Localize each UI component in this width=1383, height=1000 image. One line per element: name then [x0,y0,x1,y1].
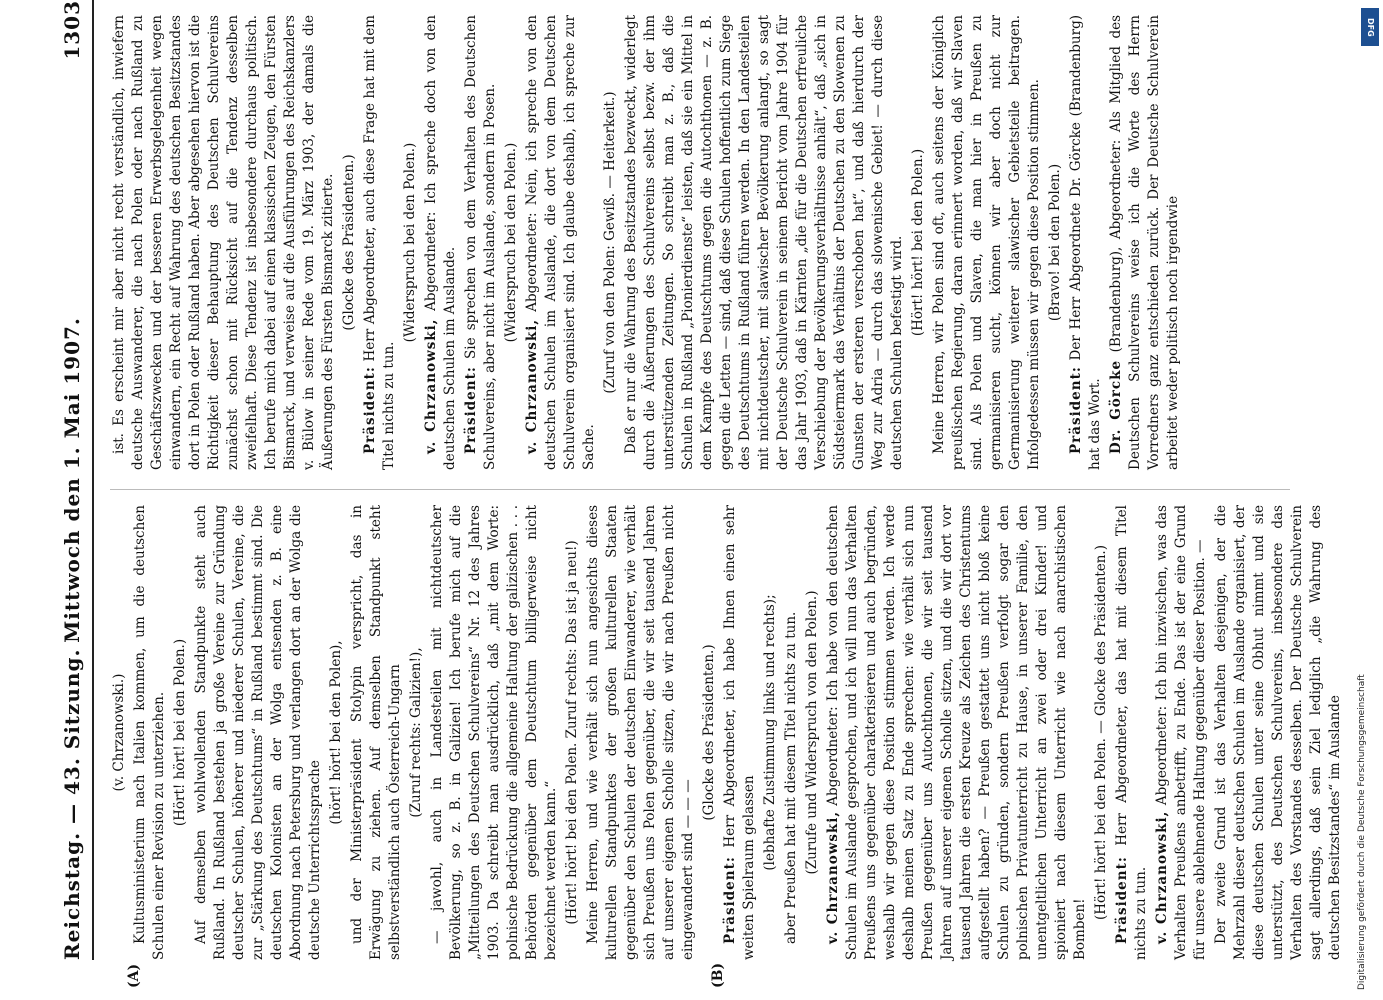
speaker-name: v. Chrzanowski, [1154,810,1170,944]
speaker-name: Präsident: [1114,856,1130,944]
paragraph: (Widerspruch bei den Polen.) [402,142,418,343]
margin-marker-b: (B) [710,962,726,988]
paragraph: Der zweite Grund ist das Verhalten desjenigen, der die Mehrzahl dieser deutschen Schulen im Auslande organisiert, der diese deutschen Schulen unter seine Obhut nimmt und sie unterstützt, des Deutschen Schulvereins, insbesondere das Verhalten des Vorstandes desselben. Der Deutsche Schulverein sagt allerdings, daß sein Ziel lediglich „die Wahrung des deutschen Besitzstandes“ im Auslande [1213,505,1343,960]
speaker-name: Präsident: [722,856,738,944]
header-left-title: Reichstag. — 43. Sitzung. [60,648,84,960]
speaker-name: v. Chrzanowski, [524,318,540,454]
paragraph: Präsident: Sie sprechen von dem Verhalten des Deutschen Schulvereins, aber nicht im Auslande, sondern in Posen. [463,15,498,470]
paragraph: (Hört! hört! bei den Polen.) [910,148,926,337]
paragraph: (Zuruf von den Polen: Gewiß. — Heiterkeit.) [602,91,618,394]
page-number: 1303 [60,0,84,60]
dfg-logo: DFG [1361,8,1379,46]
speaker-name: Dr. Görcke [1108,359,1124,454]
paragraph: v. Chrzanowski, Abgeordneter: Ich spreche doch von den deutschen Schulen im Auslande. [423,15,458,470]
speaker-name: Präsident: [463,366,479,454]
digitization-note [1357,10,1377,990]
left-text-column [110,505,1343,960]
paragraph: aber Preußen hat mit diesem Titel nichts zu tun. [783,611,799,944]
paragraph: (Hört! hört! bei den Polen. — Glocke des Präsidenten.) [1093,545,1109,921]
column-divider [110,489,1290,490]
speaker-name: Präsident: [1068,366,1084,454]
paragraph: Auf demselben wohlwollenden Standpunkte steht auch Rußland. In Rußland bestehen ja große Vereine zur Gründung deutscher Schulen, höherer und niederer Schulen, Vereine, die zur „Stärkung des Deutschtums“ in Rußland bestimmt sind. Die deutschen Kolonisten an der Wolga entsenden z. B. eine Abordnung nach Petersburg und verlangen dort an der Wolga die deutsche Unterrichtssprache [193,505,323,960]
paragraph: Präsident: Der Herr Abgeordnete Dr. Görcke (Brandenburg) hat das Wort. [1068,15,1103,470]
paragraph: Kultusministerium nach Italien kommen, um die deutschen Schulen einer Revision zu unterziehen. [132,505,167,960]
paragraph: v. Chrzanowski, Abgeordneter: Ich bin inzwischen, was das Verhalten Preußens anbetrifft, zu Ende. Das ist der eine Grund für unsere ablehnende Haltung gegenüber dieser Position. — [1154,505,1208,960]
paragraph: (Widerspruch bei den Polen.) [503,142,519,343]
paragraph: (lebhafte Zustimmung links und rechts); [762,594,778,871]
paragraph: Präsident: Herr Abgeordneter, das hat mit diesem Titel nichts zu tun. [1114,505,1149,960]
paragraph: (Zurufe und Widerspruch von den Polen.) [804,590,820,875]
paragraph: und der Ministerpräsident Stolypin verspricht, das in Erwägung zu ziehen. Auf demselben Standpunkt steht selbstverständlich auch Österreich-Ungarn [349,505,403,960]
paragraph: Meine Herren, wir Polen sind oft, auch seitens der Königlich preußischen Regierung, daran erinnert worden, daß wir Slaven sind. Als Polen und Slaven, die man hier in Preußen zu germanisieren sucht, können wir aber doch nicht zur Germanisierung weiterer slawischer Gebietsteile beitragen. Infolgedessen müssen wir gegen diese Position stimmen. [931,15,1042,470]
paragraph: Präsident: Herr Abgeordneter, ich habe Ihnen einen sehr weiten Spielraum gelassen [722,505,757,960]
paragraph: (Zuruf rechts: Galizien!), [408,647,424,818]
paragraph: v. Chrzanowski, Abgeordneter: Ich habe von den deutschen Schulen im Auslande gesprochen, und ich will nun das Verhalten Preußens uns gegenüber charakterisieren und auch begründen, weshalb wir gegen diese Position stimmen werden. Ich werde deshalb meinen Satz zu Ende sprechen: wie verhält sich nun Preußen gegenüber uns Autochthonen, die wir seit tausend Jahren auf unserer eigenen Scholle sitzen, und die wir dort vor tausend Jahren die ersten Kreuze als Zeichen des Christentums aufgestellt haben? — Preußen gestattet uns nicht bloß keine Schulen zu gründen, sondern Preußen verfolgt sogar den polnischen Privatunterricht zu Hause, in unserer Familie, den unentgeltlichen Unterricht an zwei oder drei Kinder! und spioniert nach diesem Unterricht wie nach anarchistischen Bomben! [825,505,1088,960]
speaker-name: v. Chrzanowski, [423,318,439,454]
paragraph: Präsident: Herr Abgeordneter, auch diese Frage hat mit dem Titel nichts zu tun. [362,15,397,470]
document-page [30,0,1343,988]
right-text-column [110,15,1310,470]
paragraph: Daß er nur die Wahrung des Besitzstandes bezweckt, widerlegt durch die Äußerungen des Schulvereins selbst bezw. der ihm unterstützenden Zeitungen. So schreibt man z. B., daß die Schulen in Rußland „Pionierdienste“ leisten, daß sie ein Mittel in dem Kampfe des Deutschtums gegen die Autochthonen — z. B. gegen die Letten — sind, daß diese Schulen hoffentlich zum Siege des Deutschtums in Rußland führen werden. In den Landesteilen mit nichtdeutscher, mit slawischer Bevölkerung anlangt, so sagt der Deutsche Schulverein in seinem Bericht vom Jahre 1904 für das Jahr 1903, daß in Kärnten „die für die Deutschen erfreuliche Verschiebung der Bevölkerungsverhältnisse anhält“, daß „sich in Südsteiermark das Verhältnis der Deutschen zu den Slowenen zu Gunsten der ersteren verschoben hat“, und daß hierdurch der Weg zur Adria — durch das slowenische Gebiet! — durch diese deutschen Schulen befestigt wird. [623,15,905,470]
paragraph: (Hört! hört! bei den Polen. Zuruf rechts: Das ist ja neu!) [564,540,580,925]
paragraph: (v. Chrzanowski.) [111,673,127,792]
digitization-note-text: Digitalisierung gefördert durch die Deutsche Forschungsgemeinschaft [1357,674,1367,990]
paragraph: v. Chrzanowski, Abgeordneter: Nein, ich spreche von den deutschen Schulen im Auslande, die dort von dem Deutschen Schulverein organisiert sind. Ich glaube deshalb, ich spreche zur Sache. [524,15,597,470]
page-header [58,0,94,960]
speaker-name: Präsident: [362,366,378,454]
paragraph: (Bravo! bei den Polen.) [1047,163,1063,322]
header-date: Mittwoch den 1. Mai 1907. [60,317,84,643]
paragraph: (Hört! hört! bei den Polen.) [172,638,188,827]
paragraph: (hört! hört! bei den Polen), [328,640,344,825]
speaker-name: v. Chrzanowski, [825,810,841,944]
paragraph: ist. Es erscheint mir aber nicht recht verständlich, inwiefern deutsche Auswanderer, die nach Polen oder nach Rußland zu Geschäftszwecken und der besseren Erwerbsgelegenheit wegen einwandern, ein Recht auf Wahrung des deutschen Besitzstandes dort in Polen oder Rußland haben. Aber abgesehen hiervon ist die Richtigkeit dieser Behauptung des Deutschen Schulvereins zunächst schon mit Rücksicht auf die Tendenz desselben zweifelhaft. Diese Tendenz ist insbesondere durchaus politisch. Ich berufe mich dabei auf einen klassischen Zeugen, den Fürsten Bismarck, und verweise auf die Ausführungen des Reichskanzlers v. Bülow in seiner Rede vom 19. März 1903, der damals die Äußerungen des Fürsten Bismarck zitierte. [111,15,336,470]
paragraph: — jawohl, auch in Landesteilen mit nichtdeutscher Bevölkerung, so z. B. in Galizien! Ich berufe mich auf die „Mitteilungen des Deutschen Schulvereins“ Nr. 12 des Jahres 1903. Da schreibt man ausdrücklich, daß „mit dem Worte: polnische Bedrückung die allgemeine Haltung der galizischen . . . Behörden gegenüber dem Deutschtum billigerweise nicht bezeichnet werden kann.“ [429,505,559,960]
paragraph: (Glocke des Präsidenten.) [341,154,357,331]
margin-marker-a: (A) [126,963,142,988]
paragraph: (Glocke des Präsidenten.) [701,644,717,821]
paragraph: Meine Herren, und wie verhält sich nun angesichts dieses kulturellen Standpunktes der großen kulturellen Staaten gegenüber den Schulen der deutschen Einwanderer, wie verhält sich Preußen uns Polen gegenüber, die wir seit tausend Jahren auf unserer eigenen Scholle sitzen, die wir nach Preußen nicht eingewandert sind — — — [585,505,696,960]
paragraph: Dr. Görcke (Brandenburg), Abgeordneter: Als Mitglied des Deutschen Schulvereins weise ich die Worte des Herrn Vorredners ganz entschieden zurück. Der Deutsche Schulverein arbeitet weder politisch noch irgendwie [1108,15,1181,470]
